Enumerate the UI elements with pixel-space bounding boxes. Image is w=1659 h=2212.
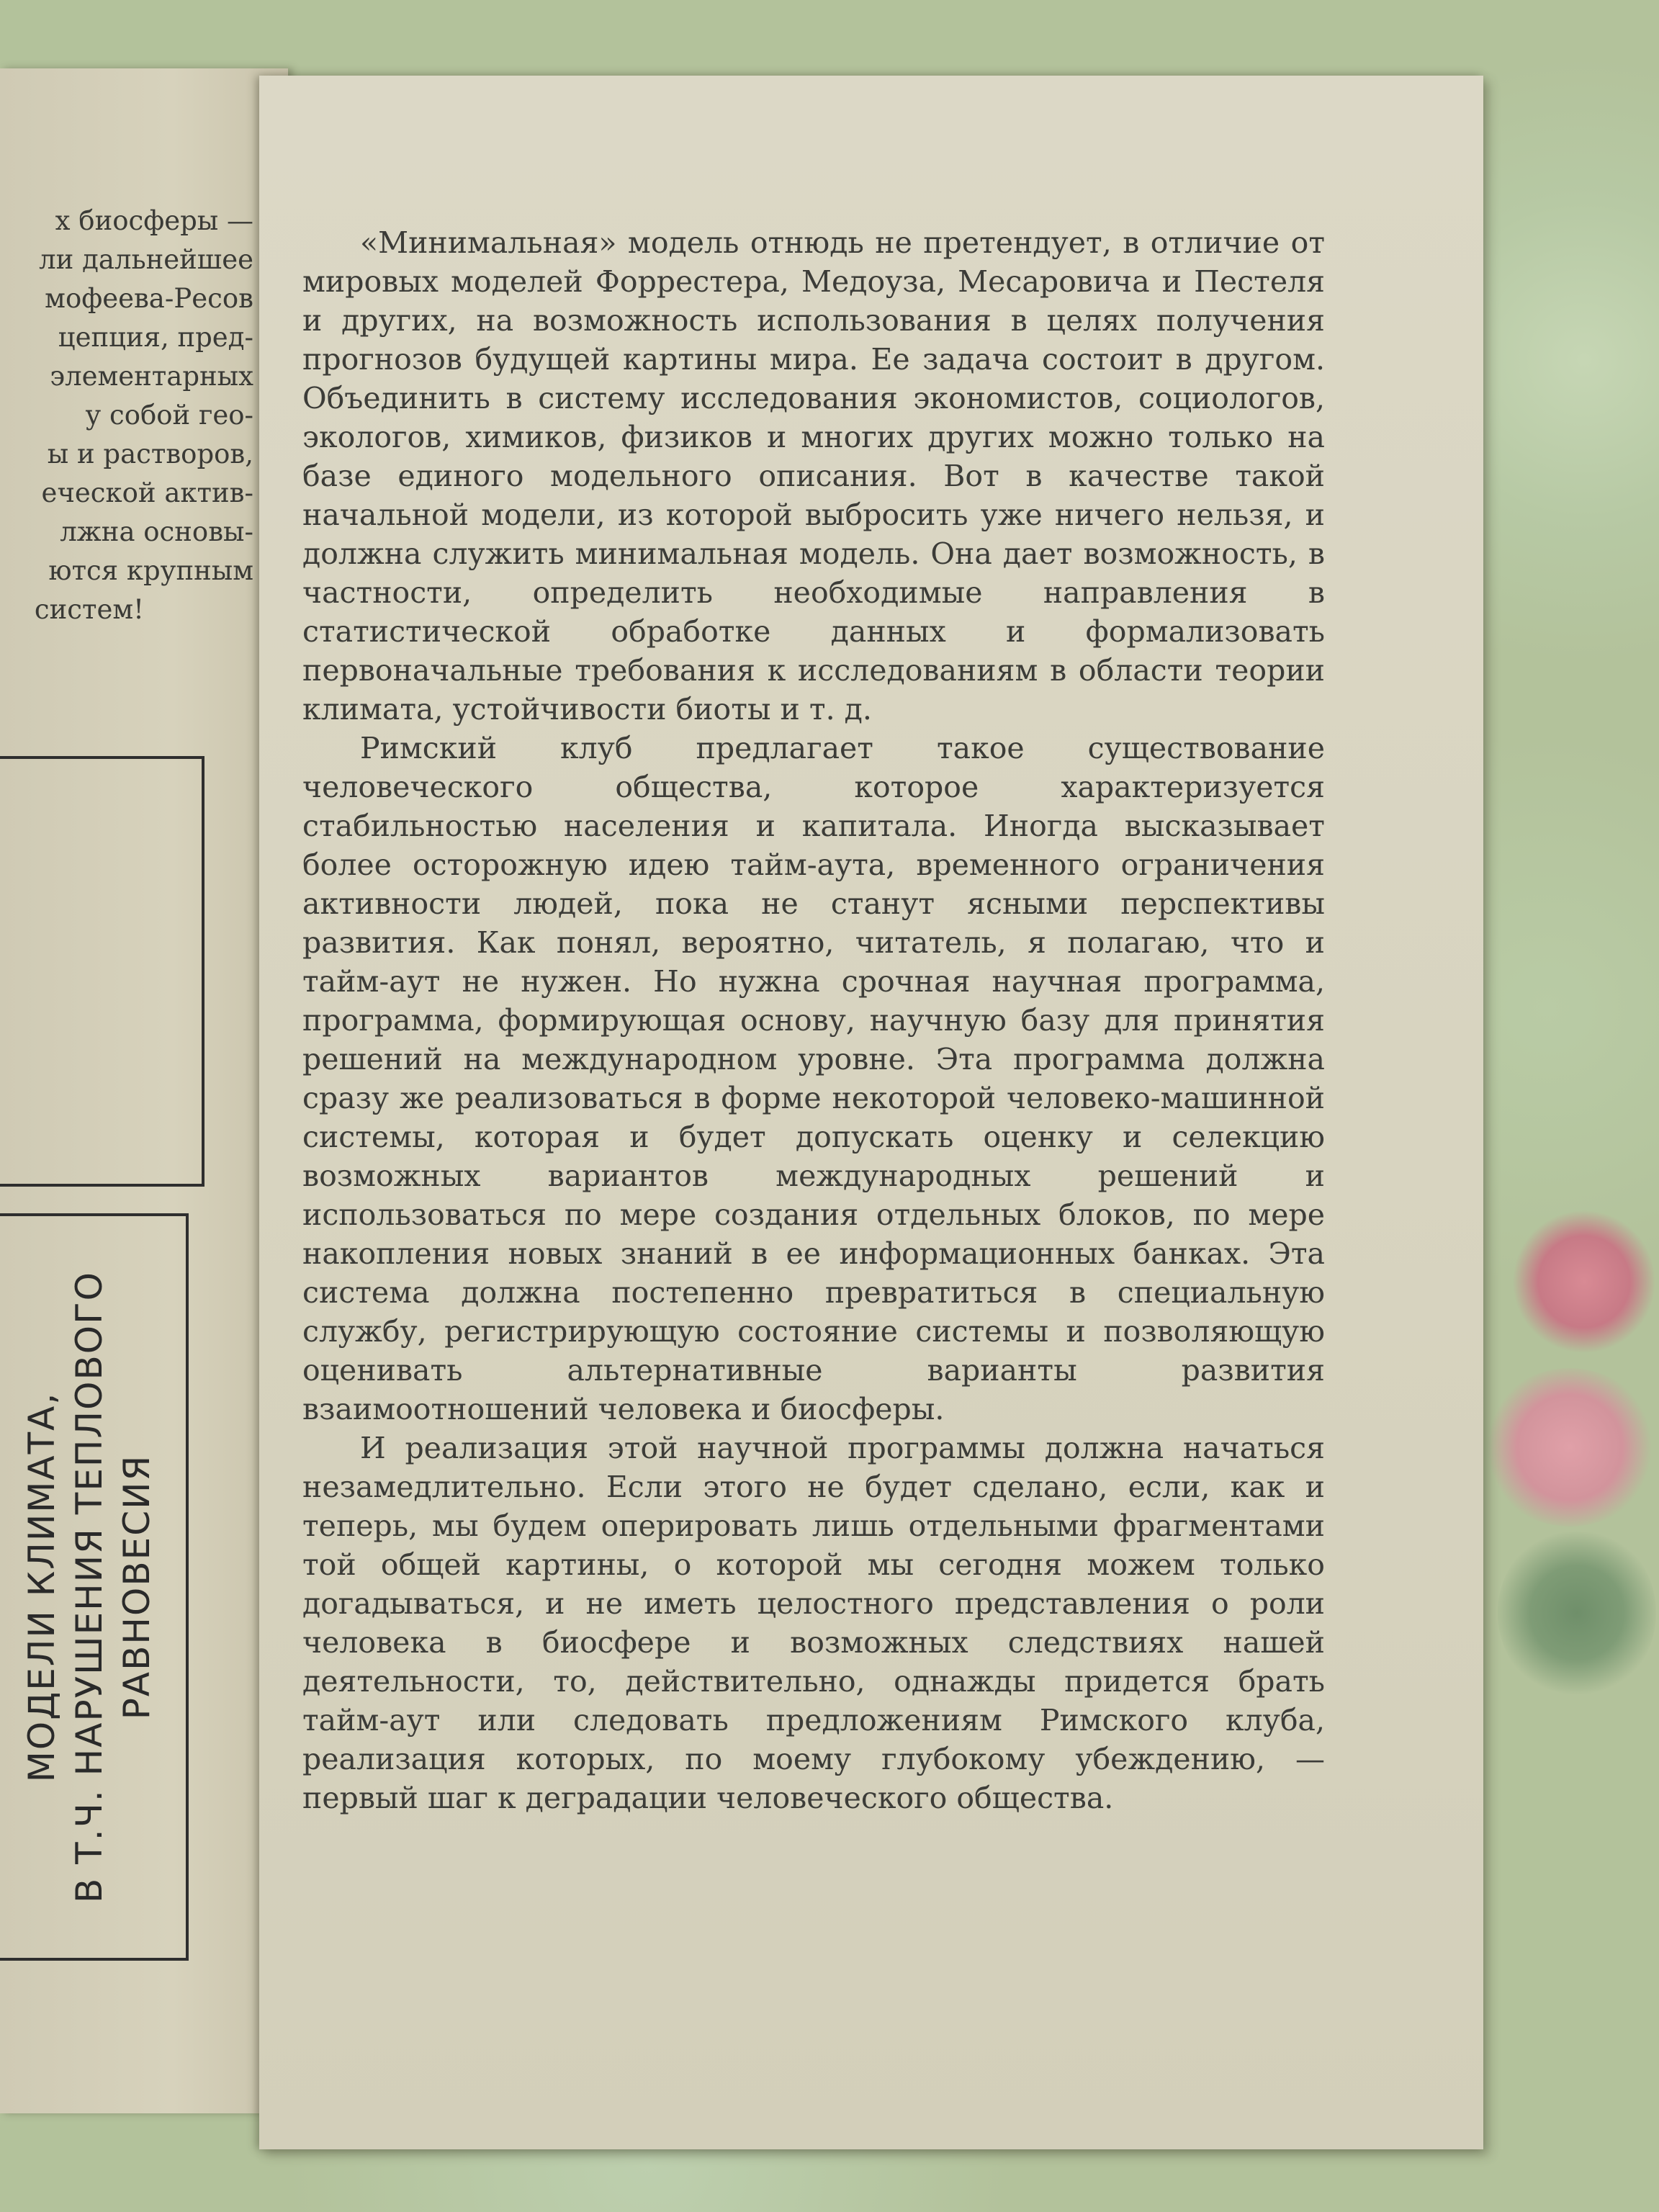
main-page xyxy=(259,76,1483,2149)
paragraph-3: И реализация этой научной программы должна начаться незамедлительно. Если этого не будет сделано, если, как и теперь, мы будем оперировать лишь отдельными фрагментами той общей картины, о которой мы сегодня можем только догадываться, и не иметь целостного представления о роли человека в биосфере и возможных следствиях нашей деятельности, то, действительно, однажды придется брать тайм-аут или следовать предложениям Римского клуба, реализация которых, по моему глубокому убеждению, — первый шаг к деградации человеческого общества. xyxy=(302,1431,1325,1815)
caption-box xyxy=(0,1213,189,1961)
left-text-line: элементарных xyxy=(50,361,253,392)
flower-decoration xyxy=(1512,1210,1656,1354)
left-empty-box xyxy=(0,756,204,1187)
left-text-line: цепция, пред- xyxy=(58,322,253,353)
left-text-line: ли дальнейшее xyxy=(39,244,253,275)
leaf-decoration xyxy=(1498,1527,1656,1699)
left-text-line: еческой актив- xyxy=(41,477,253,508)
left-text-line: мофеева-Ресов xyxy=(45,283,253,314)
left-text-line: ы и растворов, xyxy=(47,439,253,469)
left-text-line: систем! xyxy=(34,594,144,625)
paragraph-2: Римский клуб предлагает такое существование человеческого общества, которое характеризуется стабильностью населения и капитала. Иногда высказывает более осторожную идею тайм-аута, временного ограничения активности людей, пока не станут ясными перспективы развития. Как понял, вероятно, читатель, я полагаю, что и тайм-аут не нужен. Но нужна срочная научная программа, программа, формирующая основу, научную базу для принятия решений на международном уровне. Эта программа должна сразу же реализоваться в форме некоторой человеко-машинной системы, которая и будет допускать оценку и селекцию возможных вариантов международных решений и использоваться по мере создания отдельных блоков, по мере накопления новых знаний в ее информационных банках. Эта система должна постепенно превратиться в специальную службу, регистрирующую состояние системы и позволяющую оценивать альтернативные варианты развития взаимоотношений человека и биосферы. xyxy=(302,731,1325,1426)
left-text-line: х биосферы — xyxy=(55,205,253,236)
paragraph-1: «Минимальная» модель отнюдь не претендует, в отличие от мировых моделей Форрестера, Медоуза, Месаровича и Пестеля и других, на возможность использования в целях получения прогнозов будущей картины мира. Ее задача состоит в другом. Объединить в систему исследования экономистов, социологов, экологов, химиков, физиков и многих других можно только на базе единого модельного описания. Вот в качестве такой начальной модели, из которой выбросить уже ничего нельзя, и должна служить минимальная модель. Она дает возможность, в частности, определить необходимые направления в статистической обработке данных и формализовать первоначальные требования к исследованиям в области теории климата, устойчивости биоты и т. д. xyxy=(302,225,1325,727)
rotated-caption xyxy=(18,1227,161,1947)
flower-decoration xyxy=(1483,1368,1656,1527)
page-text xyxy=(302,223,1325,1817)
left-text-line: ются крупным xyxy=(48,555,253,586)
left-text-line: лжна основы- xyxy=(60,516,253,547)
left-text-line: у собой гео- xyxy=(85,400,253,431)
caption-line-1: МОДЕЛИ КЛИМАТА, xyxy=(21,1391,63,1783)
caption-line-2: В Т.Ч. НАРУШЕНИЯ ТЕПЛОВОГО xyxy=(68,1271,110,1904)
caption-line-3: РАВНОВЕСИЯ xyxy=(116,1454,158,1720)
left-page xyxy=(0,68,288,2113)
